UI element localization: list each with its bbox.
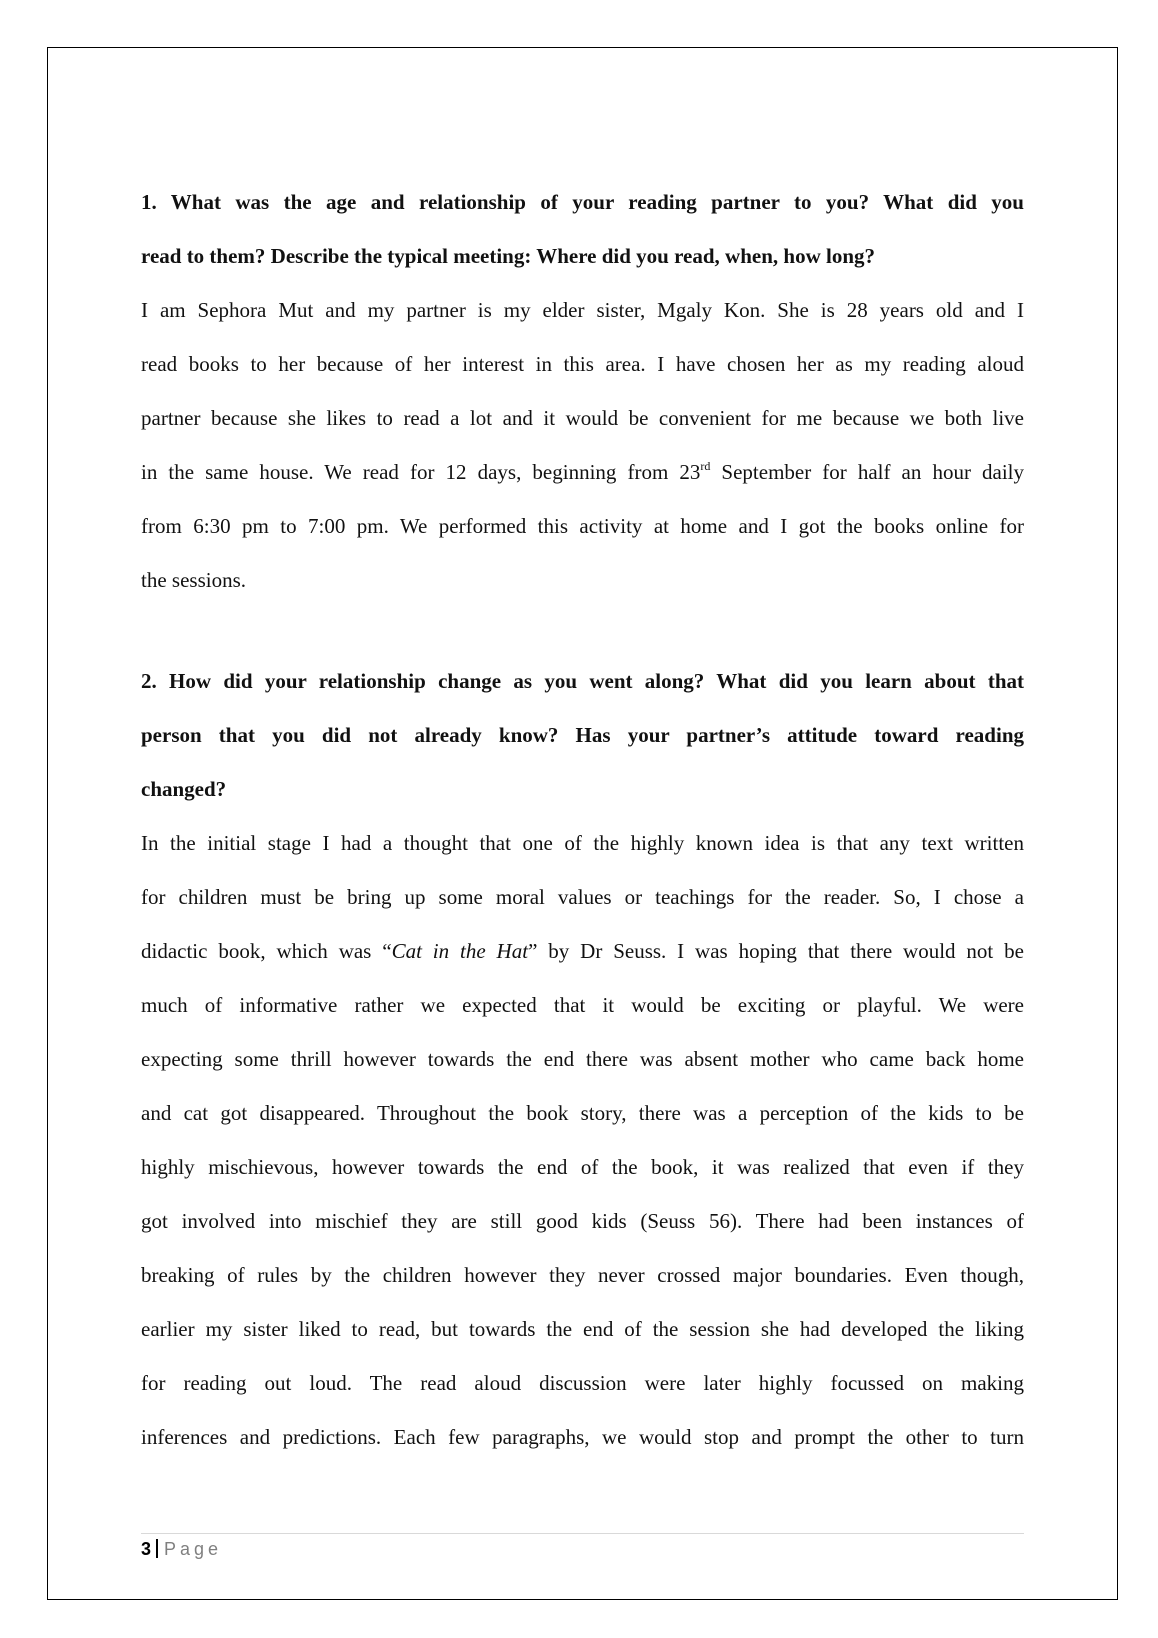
text-run: for reading out loud. The read aloud discussion were later highly focussed on making [141, 1371, 1024, 1395]
page-number: 3 [141, 1539, 152, 1559]
text-line [141, 175, 1024, 229]
text-run: earlier my sister liked to read, but towards the end of the session she had developed the liking [141, 1317, 1024, 1341]
text-line [141, 924, 1024, 978]
text-run: read to them? Describe the typical meeting: Where did you read, when, how long? [141, 244, 875, 268]
text-run: person that you did not already know? Has your partner’s attitude toward reading [141, 723, 1024, 747]
text-run: the sessions. [141, 568, 246, 592]
text-run: In the initial stage I had a thought that one of the highly known idea is that any text written [141, 831, 1024, 855]
text-run: much of informative rather we expected that it would be exciting or playful. We were [141, 993, 1024, 1017]
footer-separator [156, 1539, 158, 1558]
text-line [141, 1410, 1024, 1464]
text-run: 1. What was the age and relationship of your reading partner to you? What did you [141, 190, 1024, 214]
text-line [141, 229, 1024, 283]
text-line [141, 1302, 1024, 1356]
book-title: Cat in the Hat [391, 939, 529, 963]
text-line [141, 1086, 1024, 1140]
text-run: highly mischievous, however towards the end of the book, it was realized that even if they [141, 1155, 1024, 1179]
text-run: ” by Dr Seuss. I was hoping that there would not be [528, 939, 1024, 963]
text-line [141, 553, 1024, 607]
text-run: got involved into mischief they are still good kids (Seuss 56). There had been instances of [141, 1209, 1024, 1233]
text-run: September for half an hour daily [710, 460, 1024, 484]
footer-divider [141, 1533, 1024, 1534]
text-run: 2. How did your relationship change as you went along? What did you learn about that [141, 669, 1024, 693]
text-line [141, 391, 1024, 445]
text-run: expecting some thrill however towards the end there was absent mother who came back home [141, 1047, 1024, 1071]
text-run: didactic book, which was “ [141, 939, 392, 963]
text-line [141, 499, 1024, 553]
page-footer [141, 1539, 222, 1560]
page-label: Page [164, 1539, 223, 1559]
answer-2-paragraph [141, 816, 1024, 1464]
text-run: in the same house. We read for 12 days, beginning from 23 [141, 460, 701, 484]
text-run: changed? [141, 777, 227, 801]
text-line [141, 816, 1024, 870]
text-run: for children must be bring up some moral values or teachings for the reader. So, I chose a [141, 885, 1024, 909]
text-run: from 6:30 pm to 7:00 pm. We performed this activity at home and I got the books online for [141, 514, 1024, 538]
text-line [141, 1194, 1024, 1248]
text-run: I am Sephora Mut and my partner is my elder sister, Mgaly Kon. She is 28 years old and I [141, 298, 1024, 322]
superscript: rd [700, 459, 711, 473]
text-line [141, 708, 1024, 762]
text-run: read books to her because of her interest in this area. I have chosen her as my reading aloud [141, 352, 1024, 376]
text-run: breaking of rules by the children however they never crossed major boundaries. Even though, [141, 1263, 1024, 1287]
text-line [141, 283, 1024, 337]
text-line [141, 654, 1024, 708]
answer-1-paragraph [141, 283, 1024, 607]
text-run: partner because she likes to read a lot and it would be convenient for me because we both live [141, 406, 1024, 430]
text-line [141, 1032, 1024, 1086]
text-line [141, 978, 1024, 1032]
text-line [141, 762, 1024, 816]
question-2-heading [141, 654, 1024, 816]
text-line [141, 1356, 1024, 1410]
text-run: inferences and predictions. Each few paragraphs, we would stop and prompt the other to turn [141, 1425, 1024, 1449]
question-1-heading [141, 175, 1024, 283]
text-run: and cat got disappeared. Throughout the book story, there was a perception of the kids to be [141, 1101, 1024, 1125]
text-line [141, 445, 1024, 499]
text-line [141, 1248, 1024, 1302]
text-line [141, 337, 1024, 391]
text-line [141, 1140, 1024, 1194]
text-line [141, 870, 1024, 924]
